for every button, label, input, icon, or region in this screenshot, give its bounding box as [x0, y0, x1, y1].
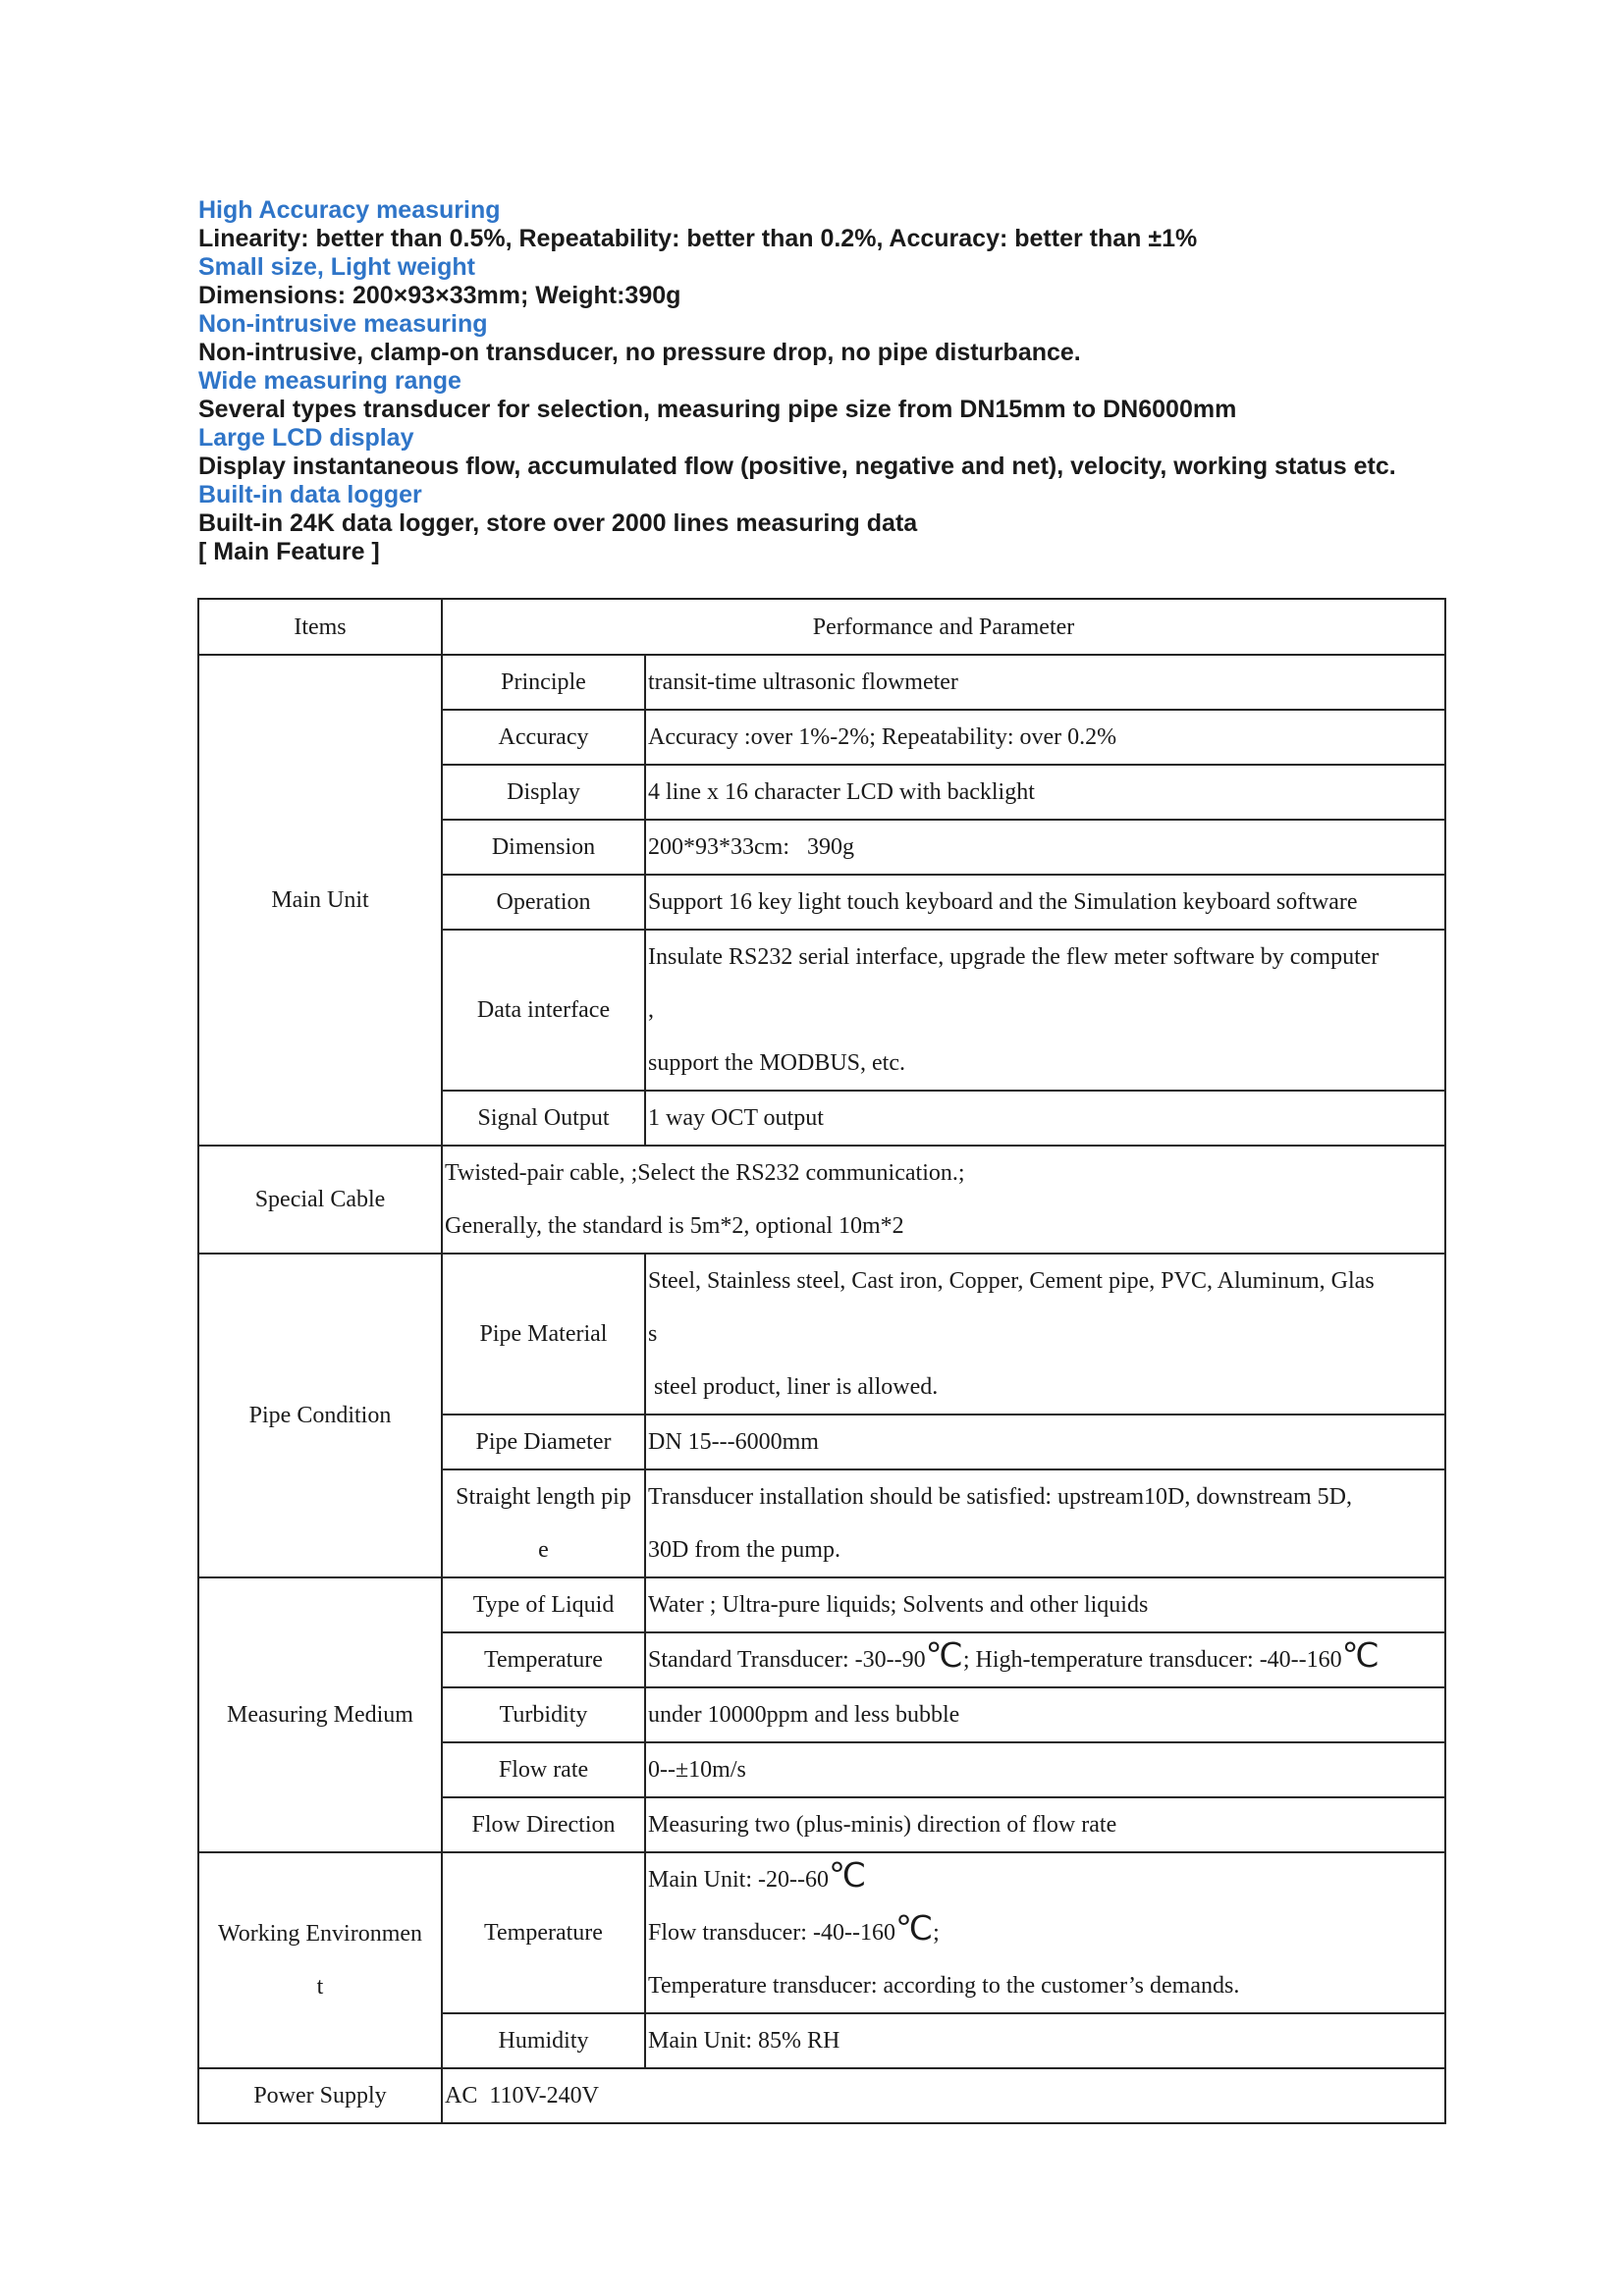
value-line — [648, 1853, 1444, 1906]
item-type-of-liquid: Type of Liquid — [442, 1577, 645, 1632]
degree-symbol: ℃ — [894, 1911, 934, 1948]
feature-title: High Accuracy measuring — [198, 196, 501, 224]
degree-symbol: ℃ — [828, 1858, 867, 1895]
item-pipe-diameter: Pipe Diameter — [442, 1415, 645, 1469]
feature-description: Built-in 24K data logger, store over 2000 lines measuring data — [198, 509, 918, 537]
value-text: ; — [933, 1920, 940, 1946]
table-row — [198, 1577, 1445, 1632]
feature-title: Wide measuring range — [198, 367, 461, 395]
value-data-interface — [645, 930, 1445, 1091]
value-operation: Support 16 key light touch keyboard and the Simulation keyboard software — [645, 875, 1445, 930]
value-pipe-diameter: DN 15---6000mm — [645, 1415, 1445, 1469]
value-flow-rate: 0--±10m/s — [645, 1742, 1445, 1797]
value-principle: transit-time ultrasonic flowmeter — [645, 655, 1445, 710]
value-env-temperature — [645, 1852, 1445, 2013]
value-text: Standard Transducer: -30--90 — [648, 1647, 926, 1673]
group-special-cable: Special Cable — [198, 1146, 442, 1254]
feature-description: Display instantaneous flow, accumulated flow (positive, negative and net), velocity, working status etc. — [198, 453, 1396, 480]
item-operation: Operation — [442, 875, 645, 930]
item-pipe-material: Pipe Material — [442, 1254, 645, 1415]
item-env-temperature: Temperature — [442, 1852, 645, 2013]
value-line: Insulate RS232 serial interface, upgrade the flew meter software by computer — [648, 944, 1380, 970]
item-straight-length — [442, 1469, 645, 1577]
item-accuracy: Accuracy — [442, 710, 645, 765]
item-humidity: Humidity — [442, 2013, 645, 2068]
group-line: Working Environmen — [217, 1921, 423, 1947]
table-row — [198, 2068, 1445, 2123]
value-line: , — [648, 997, 654, 1023]
value-line: Twisted-pair cable, ;Select the RS232 communication.; — [445, 1160, 965, 1186]
feature-description: Linearity: better than 0.5%, Repeatability: better than 0.2%, Accuracy: better than ±1% — [198, 225, 1198, 252]
value-special-cable — [442, 1146, 1445, 1254]
value-signal-output: 1 way OCT output — [645, 1091, 1445, 1146]
feature-description: Non-intrusive, clamp-on transducer, no pressure drop, no pipe disturbance. — [198, 339, 1081, 366]
feature-title: Built-in data logger — [198, 481, 422, 508]
value-display: 4 line x 16 character LCD with backlight — [645, 765, 1445, 820]
value-straight-length — [645, 1469, 1445, 1577]
value-line — [648, 1906, 1444, 1959]
value-temperature — [645, 1632, 1445, 1687]
group-power-supply: Power Supply — [198, 2068, 442, 2123]
spec-table — [197, 598, 1446, 2124]
value-flow-direction: Measuring two (plus-minis) direction of flow rate — [645, 1797, 1445, 1852]
feature-list — [198, 196, 1475, 566]
value-text: Main Unit: -20--60 — [648, 1867, 829, 1893]
feature-description: Several types transducer for selection, measuring pipe size from DN15mm to DN6000mm — [198, 396, 1237, 423]
item-line: e — [538, 1537, 549, 1563]
value-line: s — [648, 1321, 658, 1347]
item-temperature: Temperature — [442, 1632, 645, 1687]
group-pipe-condition: Pipe Condition — [198, 1254, 442, 1577]
value-line: Temperature transducer: according to the customer’s demands. — [648, 1973, 1240, 1999]
table-row — [198, 1254, 1445, 1415]
feature-title: Large LCD display — [198, 424, 414, 452]
item-data-interface: Data interface — [442, 930, 645, 1091]
value-text: ; High-temperature transducer: -40--160 — [962, 1647, 1342, 1673]
value-line: Transducer installation should be satisfied: upstream10D, downstream 5D, — [648, 1484, 1352, 1510]
value-text: Flow transducer: -40--160 — [648, 1920, 895, 1946]
feature-title: Small size, Light weight — [198, 253, 475, 281]
group-measuring-medium: Measuring Medium — [198, 1577, 442, 1852]
item-turbidity: Turbidity — [442, 1687, 645, 1742]
value-line: support the MODBUS, etc. — [648, 1050, 905, 1076]
group-main-unit: Main Unit — [198, 655, 442, 1146]
table-row — [198, 1852, 1445, 2013]
feature-description: Dimensions: 200×93×33mm; Weight:390g — [198, 282, 681, 309]
value-type-of-liquid: Water ; Ultra-pure liquids; Solvents and other liquids — [645, 1577, 1445, 1632]
table-row — [198, 1146, 1445, 1254]
item-line: Straight length pip — [456, 1484, 631, 1510]
value-dimension: 200*93*33cm: 390g — [645, 820, 1445, 875]
feature-title: Non-intrusive measuring — [198, 310, 488, 338]
group-line: t — [316, 1974, 324, 2000]
table-row — [198, 655, 1445, 710]
degree-symbol: ℃ — [1341, 1638, 1380, 1675]
group-working-environment — [198, 1852, 442, 2068]
value-accuracy: Accuracy :over 1%-2%; Repeatability: over 0.2% — [645, 710, 1445, 765]
degree-symbol: ℃ — [925, 1638, 963, 1675]
value-line: Generally, the standard is 5m*2, optional 10m*2 — [445, 1213, 904, 1239]
main-feature-label: [ Main Feature ] — [198, 538, 380, 565]
header-performance: Performance and Parameter — [442, 599, 1445, 655]
item-display: Display — [442, 765, 645, 820]
item-flow-rate: Flow rate — [442, 1742, 645, 1797]
value-power-supply: AC 110V-240V — [442, 2068, 1445, 2123]
value-line: 30D from the pump. — [648, 1537, 840, 1563]
item-principle: Principle — [442, 655, 645, 710]
item-signal-output: Signal Output — [442, 1091, 645, 1146]
value-humidity: Main Unit: 85% RH — [645, 2013, 1445, 2068]
table-header-row — [198, 599, 1445, 655]
value-line: steel product, liner is allowed. — [648, 1374, 939, 1400]
value-pipe-material — [645, 1254, 1445, 1415]
value-line: Steel, Stainless steel, Cast iron, Copper, Cement pipe, PVC, Aluminum, Glas — [648, 1268, 1375, 1294]
value-turbidity: under 10000ppm and less bubble — [645, 1687, 1445, 1742]
item-dimension: Dimension — [442, 820, 645, 875]
header-items: Items — [198, 599, 442, 655]
item-flow-direction: Flow Direction — [442, 1797, 645, 1852]
